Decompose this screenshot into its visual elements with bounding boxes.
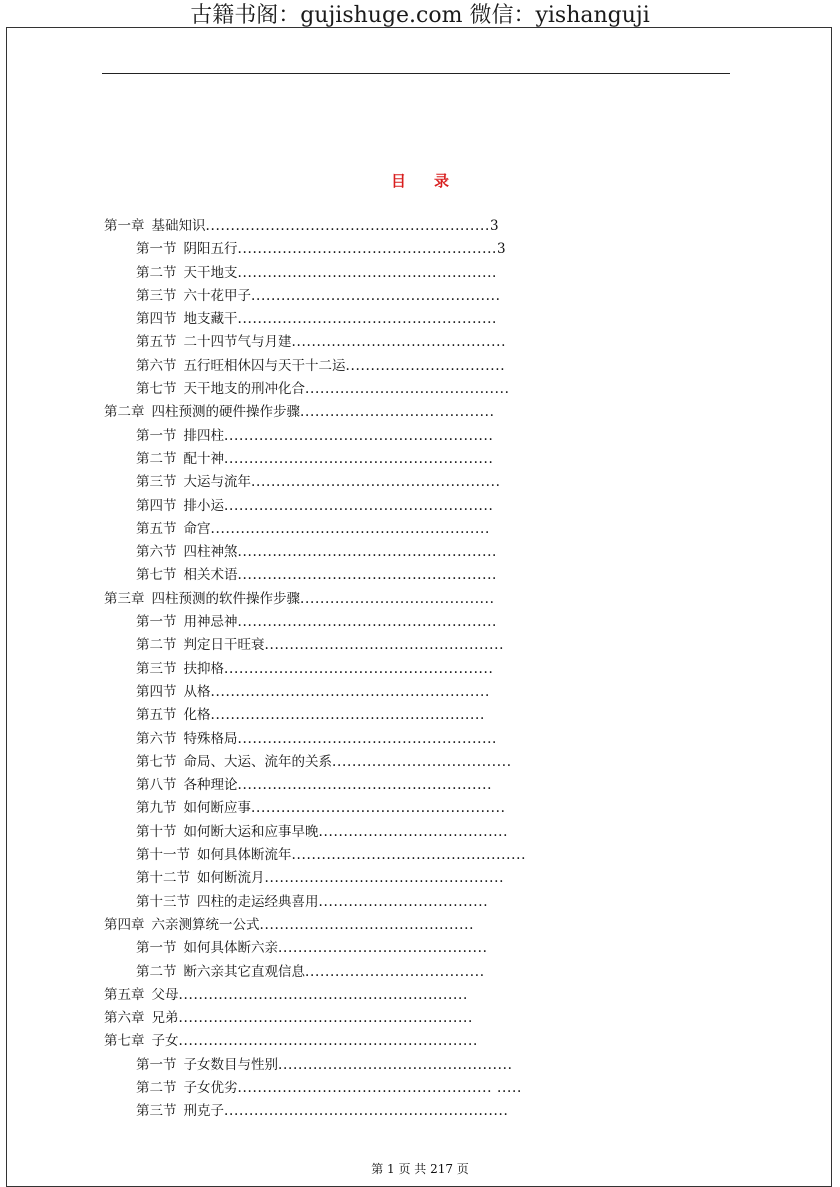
toc-entry-number: 第九节: [136, 800, 177, 817]
toc-entry-number: 第二节: [136, 963, 177, 980]
toc-entry-leader: ........................................................: [210, 683, 491, 700]
toc-entry-title: 相关术语: [183, 567, 238, 584]
header-rule: [102, 73, 730, 74]
toc-entry-leader: ............................................................: [178, 1033, 478, 1050]
toc-entry-leader: ..........................................: [278, 940, 488, 957]
toc-entry-number: 第十一节: [136, 847, 190, 864]
toc-entry: [104, 1077, 744, 1100]
toc-entry: [104, 448, 744, 471]
toc-entry-number: 第三节: [136, 1103, 177, 1120]
toc-title-char-2: 录: [434, 172, 450, 190]
toc-entry: [104, 774, 744, 797]
toc-entry-title: 四柱预测的硬件操作步骤: [151, 404, 300, 421]
toc-entry: [104, 681, 744, 704]
toc-entry-leader: ....................................: [305, 963, 485, 980]
toc-entry-leader: ...............................................: [291, 847, 527, 864]
toc-entry: [104, 961, 744, 984]
toc-entry-leader: ..................................................: [251, 287, 501, 304]
toc-entry: [104, 751, 744, 774]
toc-entry-number: 第三章: [104, 590, 145, 607]
toc-entry-number: 第一章: [104, 218, 145, 234]
toc-entry: [104, 1054, 744, 1077]
toc-entry-number: 第四节: [136, 683, 177, 700]
toc-entry: [104, 821, 744, 844]
toc-entry-number: 第二节: [136, 637, 177, 654]
toc-entry-leader: ......................................................: [224, 450, 494, 467]
toc-entry: [104, 914, 744, 937]
toc-entry-leader: ......................................................: [224, 497, 494, 514]
toc-entry-number: 第六节: [136, 357, 177, 374]
toc-entry-number: 第十三节: [136, 893, 190, 910]
toc-entry-number: 第三节: [136, 660, 177, 677]
toc-entry-leader: ....................................................: [237, 567, 498, 584]
toc-entry-title: 子女: [151, 1033, 179, 1050]
toc-entry-number: 第三节: [136, 474, 177, 491]
toc-entry: [104, 401, 744, 424]
toc-entry: [104, 1030, 744, 1053]
toc-entry-leader: .......................................: [300, 590, 495, 607]
toc-entry-title: 四柱神煞: [183, 544, 238, 561]
toc-entry-title: 阴阳五行: [183, 241, 238, 258]
toc-entry-leader: ....................................................: [237, 730, 498, 747]
toc-entry-number: 第十二节: [136, 870, 190, 887]
toc-entry-title: 化格: [183, 707, 211, 724]
toc-entry-title: 父母: [151, 986, 179, 1003]
toc-entry-number: 第四节: [136, 497, 177, 514]
toc-entry-leader: ........................................................: [210, 520, 491, 537]
toc-entry: [104, 495, 744, 518]
toc-entry-number: 第四节: [136, 311, 177, 328]
toc-entry-number: 第一节: [136, 614, 177, 631]
toc-entry-leader: ...............................................: [278, 1056, 513, 1073]
toc-entry: [104, 541, 744, 564]
toc-entry: [104, 634, 744, 657]
toc-entry: [104, 844, 744, 867]
toc-entry: [104, 215, 744, 238]
toc-entry-title: 大运与流年: [183, 474, 251, 491]
toc-entry-title: 扶抑格: [183, 660, 224, 677]
watermark-text: 古籍书阁：gujishuge.com 微信：yishanguji: [190, 3, 650, 28]
toc-entry: [104, 728, 744, 751]
toc-entry-number: 第六章: [104, 1010, 145, 1027]
toc-entry: [104, 704, 744, 727]
toc-entry: [104, 564, 744, 587]
toc-entry-number: 第四章: [104, 916, 145, 933]
toc-entry: [104, 937, 744, 960]
toc-entry-number: 第六节: [136, 730, 177, 747]
toc-entry-number: 第二节: [136, 264, 177, 281]
toc-entry: [104, 797, 744, 820]
toc-title: [0, 170, 840, 191]
toc-entry-number: 第一节: [136, 241, 177, 258]
toc-entry-leader: ......................................................: [224, 660, 494, 677]
toc-entry-leader: ....................................................: [237, 614, 498, 631]
toc-entry-title: 五行旺相休囚与天干十二运: [183, 357, 346, 374]
toc-entry: [104, 471, 744, 494]
toc-entry-number: 第二节: [136, 1079, 177, 1096]
toc-entry-page: 3: [490, 218, 499, 234]
toc-entry-leader: ......................................: [318, 823, 509, 840]
toc-entry-number: 第一节: [136, 1056, 177, 1073]
toc-entry-title: 四柱的走运经典喜用: [197, 893, 319, 910]
toc-entry-number: 第二节: [136, 450, 177, 467]
toc-entry-title: 用神忌神: [183, 614, 238, 631]
page-footer: 第 1 页 共 217 页: [371, 1162, 469, 1176]
toc-entry-title: 六亲测算统一公式: [151, 916, 260, 933]
toc-entry-number: 第七节: [136, 753, 177, 770]
toc-entry-title: 天干地支的刑冲化合: [183, 381, 305, 398]
toc-entry-number: 第二章: [104, 404, 145, 421]
toc-entry: [104, 984, 744, 1007]
toc-entry-number: 第五节: [136, 520, 177, 537]
toc-entry-leader: ....................................................: [237, 241, 498, 258]
toc-entry-title: 配十神: [183, 450, 224, 467]
toc-entry-leader: ..................................................: [251, 474, 501, 491]
toc-entry-number: 第五章: [104, 986, 145, 1003]
toc-entry-leader: ...........................................................: [178, 1010, 473, 1027]
toc-entry-number: 第七章: [104, 1033, 145, 1050]
toc-entry-leader: ................................................... .....: [237, 1079, 523, 1096]
toc-entry-number: 第八节: [136, 777, 177, 794]
toc-entry-leader: .........................................: [305, 381, 510, 398]
toc-entry-title: 二十四节气与月建: [183, 334, 292, 351]
toc-entry-title: 命宫: [183, 520, 211, 537]
toc-entry-leader: ....................................................: [237, 264, 498, 281]
toc-entry: [104, 238, 744, 261]
toc-entry: [104, 308, 744, 331]
toc-entry: [104, 891, 744, 914]
toc-entry: [104, 588, 744, 611]
toc-entry-title: 特殊格局: [183, 730, 238, 747]
toc-entry-number: 第三节: [136, 287, 177, 304]
toc-entry-title: 子女优劣: [183, 1079, 238, 1096]
toc-list: [104, 215, 744, 1124]
toc-entry: [104, 425, 744, 448]
toc-entry-title: 如何具体断流年: [197, 847, 292, 864]
toc-entry: [104, 867, 744, 890]
toc-entry: [104, 331, 744, 354]
toc-entry-leader: ................................................: [264, 637, 505, 654]
toc-entry-title: 六十花甲子: [183, 287, 251, 304]
toc-entry-leader: ................................................: [264, 870, 505, 887]
toc-entry-title: 排四柱: [183, 427, 224, 444]
toc-entry: [104, 518, 744, 541]
toc-entry-number: 第七节: [136, 381, 177, 398]
toc-entry-leader: .......................................: [300, 404, 495, 421]
toc-entry-title: 排小运: [183, 497, 224, 514]
toc-entry-leader: ...........................................: [291, 334, 507, 351]
toc-entry-leader: ..................................: [318, 893, 489, 910]
toc-entry-title: 判定日干旺衰: [183, 637, 265, 654]
toc-entry: [104, 262, 744, 285]
toc-entry-title: 命局、大运、流年的关系: [183, 753, 332, 770]
toc-entry: [104, 611, 744, 634]
toc-entry-number: 第一节: [136, 427, 177, 444]
toc-entry-title: 各种理论: [183, 777, 238, 794]
toc-entry-leader: ...................................................: [237, 777, 493, 794]
toc-entry-leader: ......................................................: [224, 427, 494, 444]
toc-entry-title: 天干地支: [183, 264, 238, 281]
toc-entry-title: 断六亲其它直观信息: [183, 963, 305, 980]
toc-entry-title: 地支藏干: [183, 311, 238, 328]
toc-entry-title: 刑克子: [183, 1103, 224, 1120]
toc-entry-leader: ................................: [345, 357, 506, 374]
toc-entry-number: 第十节: [136, 823, 177, 840]
toc-entry: [104, 285, 744, 308]
toc-entry-number: 第六节: [136, 544, 177, 561]
toc-entry-number: 第七节: [136, 567, 177, 584]
toc-entry-page: 3: [497, 241, 506, 258]
toc-entry: [104, 378, 744, 401]
toc-entry-leader: ....................................................: [237, 544, 498, 561]
toc-entry-leader: .......................................................: [210, 707, 486, 724]
toc-entry-title: 兄弟: [151, 1010, 179, 1027]
toc-entry-title: 四柱预测的软件操作步骤: [151, 590, 300, 607]
toc-entry-leader: ....................................: [332, 753, 512, 770]
toc-entry-leader: ....................................................: [237, 311, 498, 328]
toc-entry-number: 第五节: [136, 707, 177, 724]
toc-entry-leader: .........................................................: [205, 218, 491, 234]
toc-entry-leader: ...................................................: [251, 800, 506, 817]
toc-entry: [104, 1007, 744, 1030]
toc-entry-leader: ...........................................: [259, 916, 475, 933]
toc-entry-number: 第一节: [136, 940, 177, 957]
toc-entry-title: 如何断应事: [183, 800, 251, 817]
toc-title-char-1: 目: [390, 172, 406, 190]
toc-entry-title: 如何断流月: [197, 870, 265, 887]
toc-entry-leader: ..........................................................: [178, 986, 468, 1003]
toc-entry-title: 基础知识: [151, 218, 206, 234]
toc-entry-title: 如何断大运和应事早晚: [183, 823, 319, 840]
toc-entry-title: 子女数目与性别: [183, 1056, 278, 1073]
toc-entry: [104, 1100, 744, 1123]
toc-entry: [104, 658, 744, 681]
toc-entry-leader: .........................................................: [224, 1103, 509, 1120]
toc-entry-title: 如何具体断六亲: [183, 940, 278, 957]
toc-entry: [104, 355, 744, 378]
toc-entry-number: 第五节: [136, 334, 177, 351]
toc-entry-title: 从格: [183, 683, 211, 700]
